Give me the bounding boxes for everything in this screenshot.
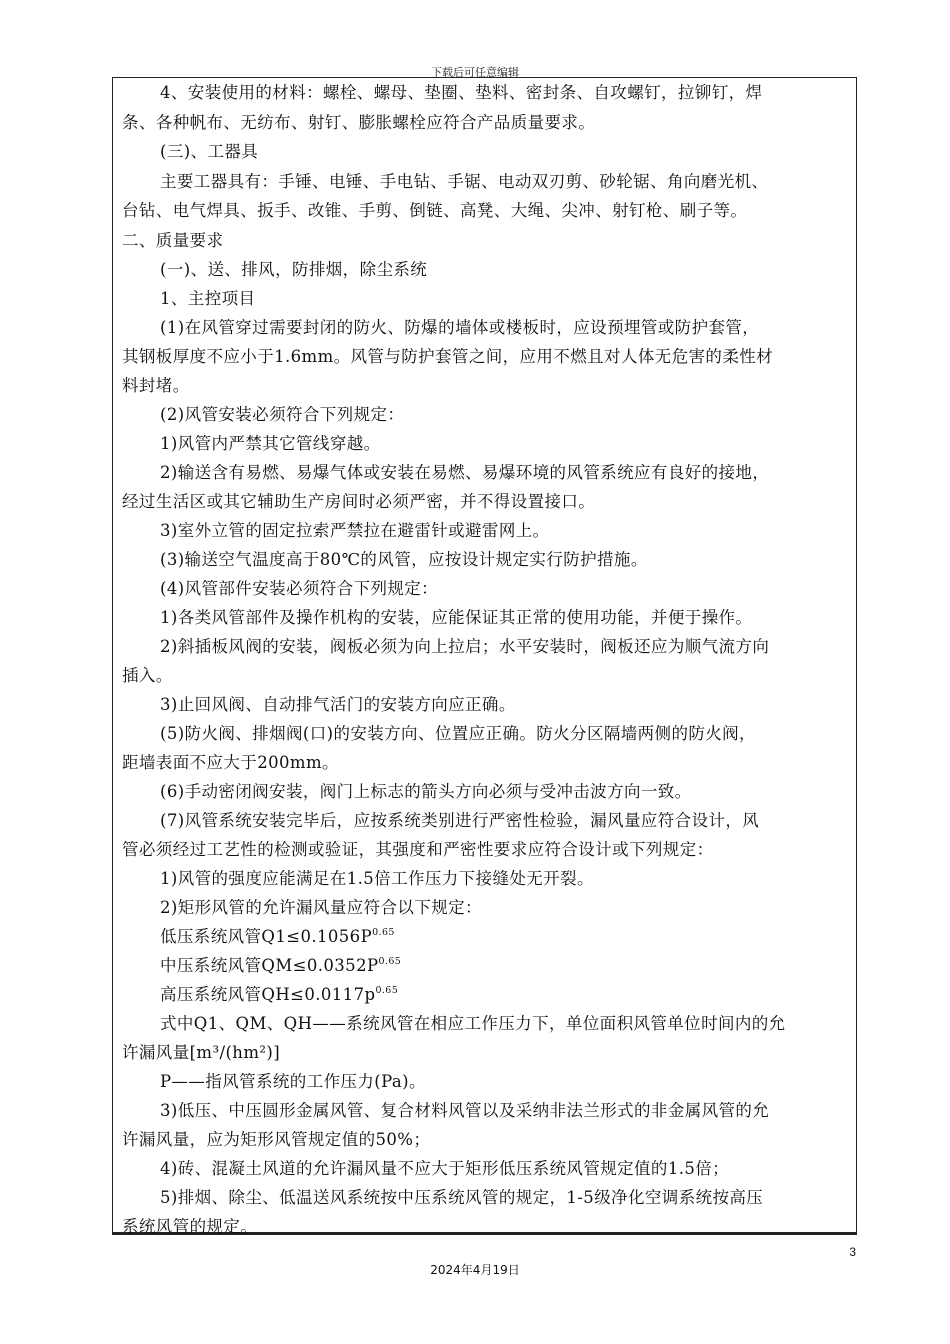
text-line: 2)矩形风管的允许漏风量应符合以下规定： xyxy=(160,898,482,917)
text-line: (6)手动密闭阀安装，阀门上标志的箭头方向必须与受冲击波方向一致。 xyxy=(160,782,692,801)
text-line: 2)输送含有易燃、易爆气体或安装在易燃、易爆环境的风管系统应有良好的接地， xyxy=(160,463,770,482)
text-line: 4、安装使用的材料：螺栓、螺母、垫圈、垫料、密封条、自攻螺钉，拉铆钉，焊 xyxy=(160,83,763,102)
text-line: 许漏风量，应为矩形风管规定值的50%； xyxy=(122,1130,431,1149)
section-heading: (三)、工器具 xyxy=(160,142,259,161)
formula-medium-pressure: 中压系统风管$QM\le 0.0352P^{0.65}$ xyxy=(160,956,402,975)
footer-date: 2024年4月19日 xyxy=(430,1263,520,1277)
text-line: 1)风管的强度应能满足在1.5倍工作压力下接缝处无开裂。 xyxy=(160,869,594,888)
formula-high-pressure: 高压系统风管$QH\le 0.0117p^{0.65}$ xyxy=(160,985,399,1004)
text-line: 许漏风量[m³/(hm²)] xyxy=(122,1043,281,1062)
text-line: (7)风管系统安装完毕后，应按系统类别进行严密性检验，漏风量应符合设计，风 xyxy=(160,811,760,830)
formula-exponent: 0.65 xyxy=(375,985,399,996)
text-line: (4)风管部件安装必须符合下列规定： xyxy=(160,579,439,598)
text-line: 1)各类风管部件及操作机构的安装，应能保证其正常的使用功能，并便于操作。 xyxy=(160,608,753,627)
text-line: 条、各种帆布、无纺布、射钉、膨胀螺栓应符合产品质量要求。 xyxy=(122,113,596,132)
formula-exponent: 0.65 xyxy=(372,927,395,938)
text-line: 距墙表面不应大于200mm。 xyxy=(122,753,339,772)
text-line: 3)低压、中压圆形金属风管、复合材料风管以及采纳非法兰形式的非金属风管的允 xyxy=(160,1101,770,1120)
section-heading: 二、质量要求 xyxy=(122,231,224,250)
formula-exponent: 0.65 xyxy=(378,956,402,967)
text-line: 台钻、电气焊具、扳手、改锥、手剪、倒链、高凳、大绳、尖冲、射钉枪、刷子等。 xyxy=(122,201,748,220)
text-line: 1)风管内严禁其它管线穿越。 xyxy=(160,434,381,453)
text-line: P——指风管系统的工作压力(Pa)。 xyxy=(160,1072,426,1091)
text-line: 2)斜插板风阀的安装，阀板必须为向上拉启；水平安装时，阀板还应为顺气流方向 xyxy=(160,637,770,656)
text-line: 其钢板厚度不应小于1.6mm。风管与防护套管之间，应用不燃且对人体无危害的柔性材 xyxy=(122,347,774,366)
text-line: 式中Q1、QM、QH——系统风管在相应工作压力下，单位面积风管单位时间内的允 xyxy=(160,1014,786,1033)
section-heading: 1、主控项目 xyxy=(160,289,256,308)
text-line: 3)止回风阀、自动排气活门的安装方向应正确。 xyxy=(160,695,516,714)
text-line: 料封堵。 xyxy=(122,376,190,395)
text-line: (3)输送空气温度高于80℃的风管，应按设计规定实行防护措施。 xyxy=(160,550,648,569)
text-line: 插入。 xyxy=(122,666,173,685)
text-line: 管必须经过工艺性的检测或验证，其强度和严密性要求应符合设计或下列规定： xyxy=(122,840,714,859)
page-header: 下载后可任意编辑 xyxy=(431,66,519,79)
text-line: (2)风管安装必须符合下列规定： xyxy=(160,405,405,424)
text-line: 主要工器具有：手锤、电锤、手电钻、手锯、电动双刃剪、砂轮锯、角向磨光机、 xyxy=(160,172,769,191)
text-line: 4)砖、混凝土风道的允许漏风量不应大于矩形低压系统风管规定值的1.5倍； xyxy=(160,1159,730,1178)
text-line: 系统风管的规定。 xyxy=(122,1217,258,1236)
text-line: (1)在风管穿过需要封闭的防火、防爆的墙体或楼板时，应设预埋管或防护套管， xyxy=(160,318,760,337)
text-line: 5)排烟、除尘、低温送风系统按中压系统风管的规定，1-5级净化空调系统按高压 xyxy=(160,1188,764,1207)
text-line: (5)防火阀、排烟阀(口)的安装方向、位置应正确。防火分区隔墙两侧的防火阀， xyxy=(160,724,756,743)
formula-low-pressure: 低压系统风管$Q1\le 0.1056P^{0.65}$ xyxy=(160,927,395,946)
text-line: 经过生活区或其它辅助生产房间时必须严密，并不得设置接口。 xyxy=(122,492,596,511)
page-number: 3 xyxy=(849,1245,856,1259)
text-line: 3)室外立管的固定拉索严禁拉在避雷针或避雷网上。 xyxy=(160,521,550,540)
section-heading: (一)、送、排风，防排烟，除尘系统 xyxy=(160,260,428,279)
